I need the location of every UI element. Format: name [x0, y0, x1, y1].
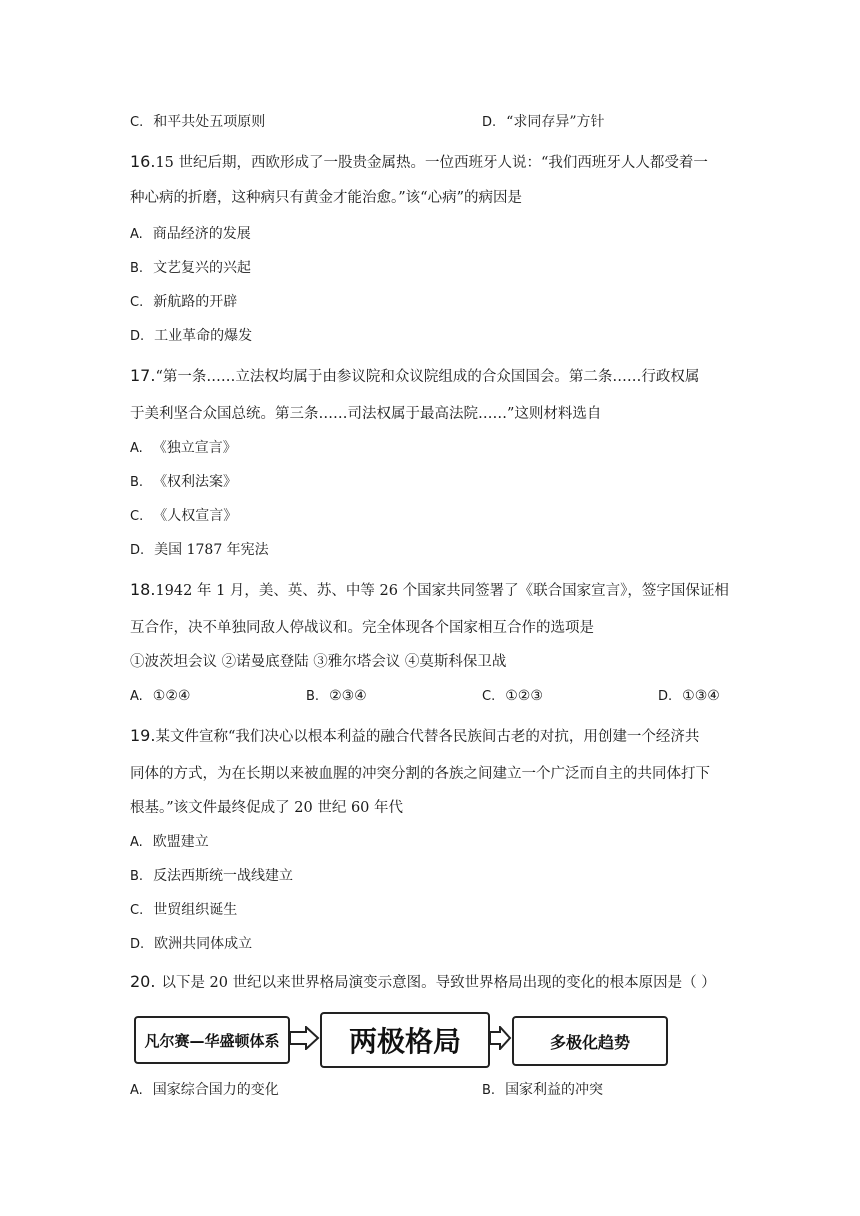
- q19-option-a: A. 欧盟建立: [130, 834, 209, 850]
- q16-number: 16.: [130, 152, 156, 171]
- q19-stem-line3: 根基。”该文件最终促成了 20 世纪 60 年代: [130, 800, 403, 816]
- q19-number: 19.: [130, 726, 156, 745]
- q16-option-c: C. 新航路的开辟: [130, 294, 238, 310]
- q17-stem-line2: 于美利坚合众国总统。第三条……司法权属于最高法院……”这则材料选自: [130, 406, 602, 422]
- q16-stem-line2: 种心病的折磨，这种病只有黄金才能治愈。”该“心病”的病因是: [130, 190, 522, 206]
- q19-option-b: B. 反法西斯统一战线建立: [130, 868, 294, 884]
- q20-number: 20.: [130, 972, 156, 991]
- q19-option-d: D. 欧洲共同体成立: [130, 936, 253, 952]
- q19-stem-line2: 同体的方式，为在长期以来被血腥的冲突分割的各族之间建立一个广泛而自主的共同体打下: [130, 766, 710, 782]
- q18-option-c: C. ①②③: [482, 688, 543, 704]
- q17-option-d: D. 美国 1787 年宪法: [130, 542, 269, 558]
- q16-option-d: D. 工业革命的爆发: [130, 328, 253, 344]
- q20-option-b: B. 国家利益的冲突: [482, 1082, 604, 1098]
- world-pattern-diagram: [132, 1012, 672, 1068]
- q18-number: 18.: [130, 580, 156, 599]
- q19-option-c: C. 世贸组织诞生: [130, 902, 238, 918]
- arrow-right-icon: [488, 1026, 512, 1050]
- diagram-box-bipolar: 两极格局: [320, 1012, 490, 1068]
- q18-items: ①波茨坦会议 ②诺曼底登陆 ③雅尔塔会议 ④莫斯科保卫战: [130, 654, 507, 670]
- q18-stem-line1: 18.1942 年 1 月，美、英、苏、中等 26 个国家共同签署了《联合国家宣言》，签字国保证相: [130, 580, 729, 599]
- q16-option-b: B. 文艺复兴的兴起: [130, 260, 252, 276]
- q16-stem-line1: 16.15 世纪后期，西欧形成了一股贵金属热。一位西班牙人说：“我们西班牙人人都受着一: [130, 152, 708, 171]
- q18-stem-line2: 互合作，决不单独同敌人停战议和。完全体现各个国家相互合作的选项是: [130, 620, 594, 636]
- q16-option-a: A. 商品经济的发展: [130, 226, 251, 242]
- q17-option-a: A. 《独立宣言》: [130, 440, 237, 456]
- q15-option-c: C. 和平共处五项原则: [130, 114, 266, 130]
- arrow-right-icon: [288, 1026, 320, 1050]
- q15-option-d: D. “求同存异”方针: [482, 114, 605, 130]
- diagram-box-versailles-washington: 凡尔赛—华盛顿体系: [134, 1016, 290, 1064]
- q18-option-d: D. ①③④: [658, 688, 720, 704]
- q18-option-a: A. ①②④: [130, 688, 191, 704]
- q20-stem: 20. 以下是 20 世纪以来世界格局演变示意图。导致世界格局出现的变化的根本原因是（ ）: [130, 972, 716, 991]
- diagram-box-multipolar: 多极化趋势: [512, 1016, 668, 1066]
- q20-option-a: A. 国家综合国力的变化: [130, 1082, 279, 1098]
- q17-option-b: B. 《权利法案》: [130, 474, 238, 490]
- q17-option-c: C. 《人权宣言》: [130, 508, 238, 524]
- q19-stem-line1: 19.某文件宣称“我们决心以根本利益的融合代替各民族间古老的对抗，用创建一个经济共: [130, 726, 700, 745]
- q18-option-b: B. ②③④: [306, 688, 367, 704]
- q17-stem-line1: 17.“第一条……立法权均属于由参议院和众议院组成的合众国国会。第二条……行政权属: [130, 366, 700, 385]
- q17-number: 17.: [130, 366, 156, 385]
